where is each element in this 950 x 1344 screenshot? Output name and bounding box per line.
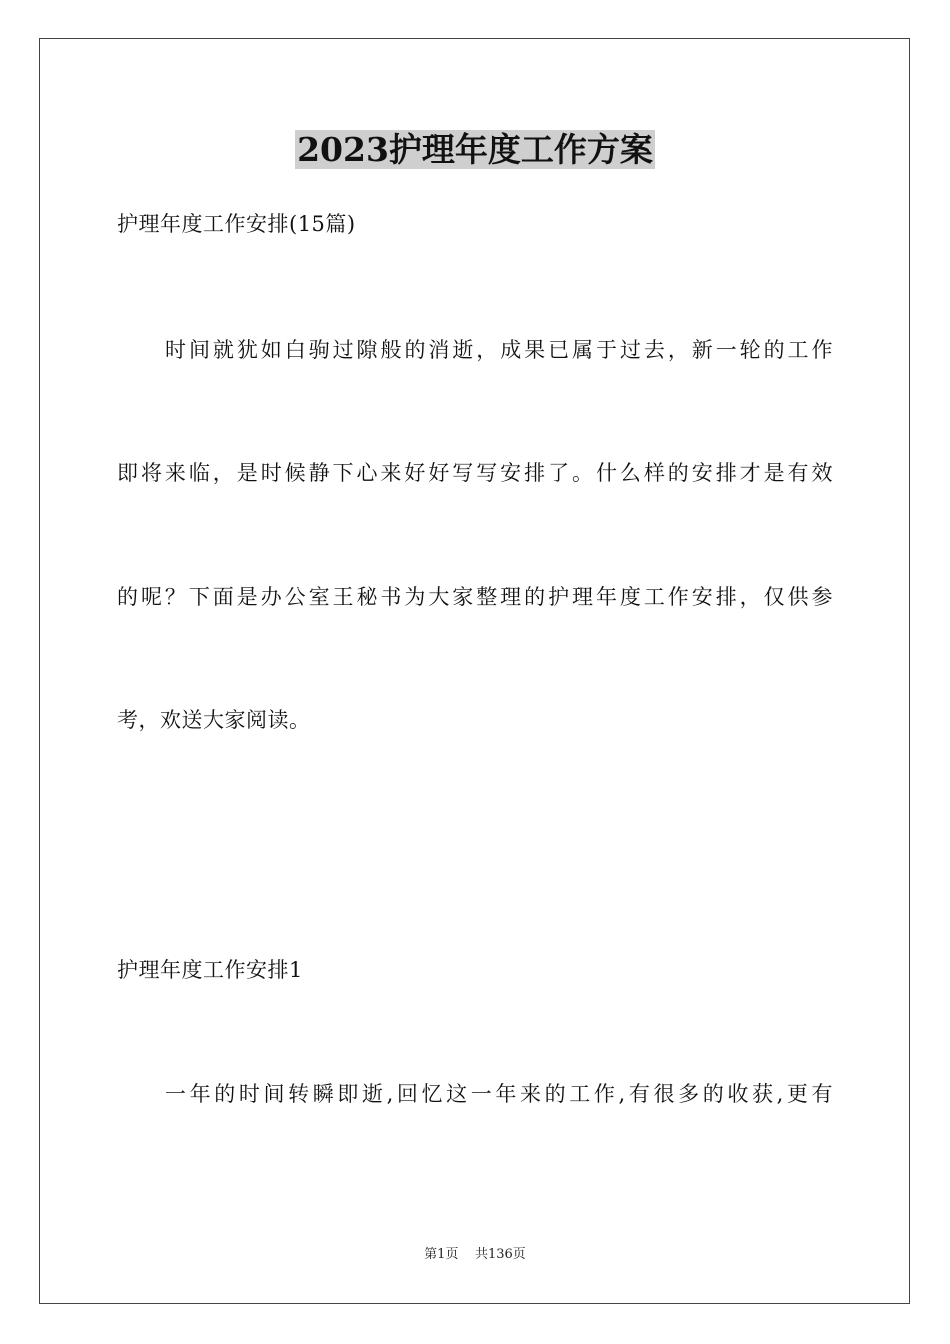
paragraph-line: 考，欢送大家阅读。 — [117, 708, 311, 732]
page-total: 共136页 — [474, 1247, 526, 1262]
page-number: 第1页 — [424, 1247, 459, 1262]
document-title-text: 2023护理年度工作方案 — [297, 130, 653, 169]
document-title — [0, 128, 950, 172]
section-heading: 护理年度工作安排1 — [117, 958, 303, 982]
page-footer — [0, 1246, 950, 1264]
paragraph-line: 即将来临，是时候静下心来好好写写安排了。什么样的安排才是有效 — [117, 461, 833, 485]
paragraph-line: 一年的时间转瞬即逝,回忆这一年来的工作,有很多的收获,更有 — [165, 1082, 833, 1106]
document-subtitle: 护理年度工作安排(15篇) — [117, 212, 356, 236]
paragraph-line: 的呢？下面是办公室王秘书为大家整理的护理年度工作安排，仅供参 — [117, 585, 833, 609]
paragraph-line: 时间就犹如白驹过隙般的消逝，成果已属于过去，新一轮的工作 — [165, 338, 833, 362]
